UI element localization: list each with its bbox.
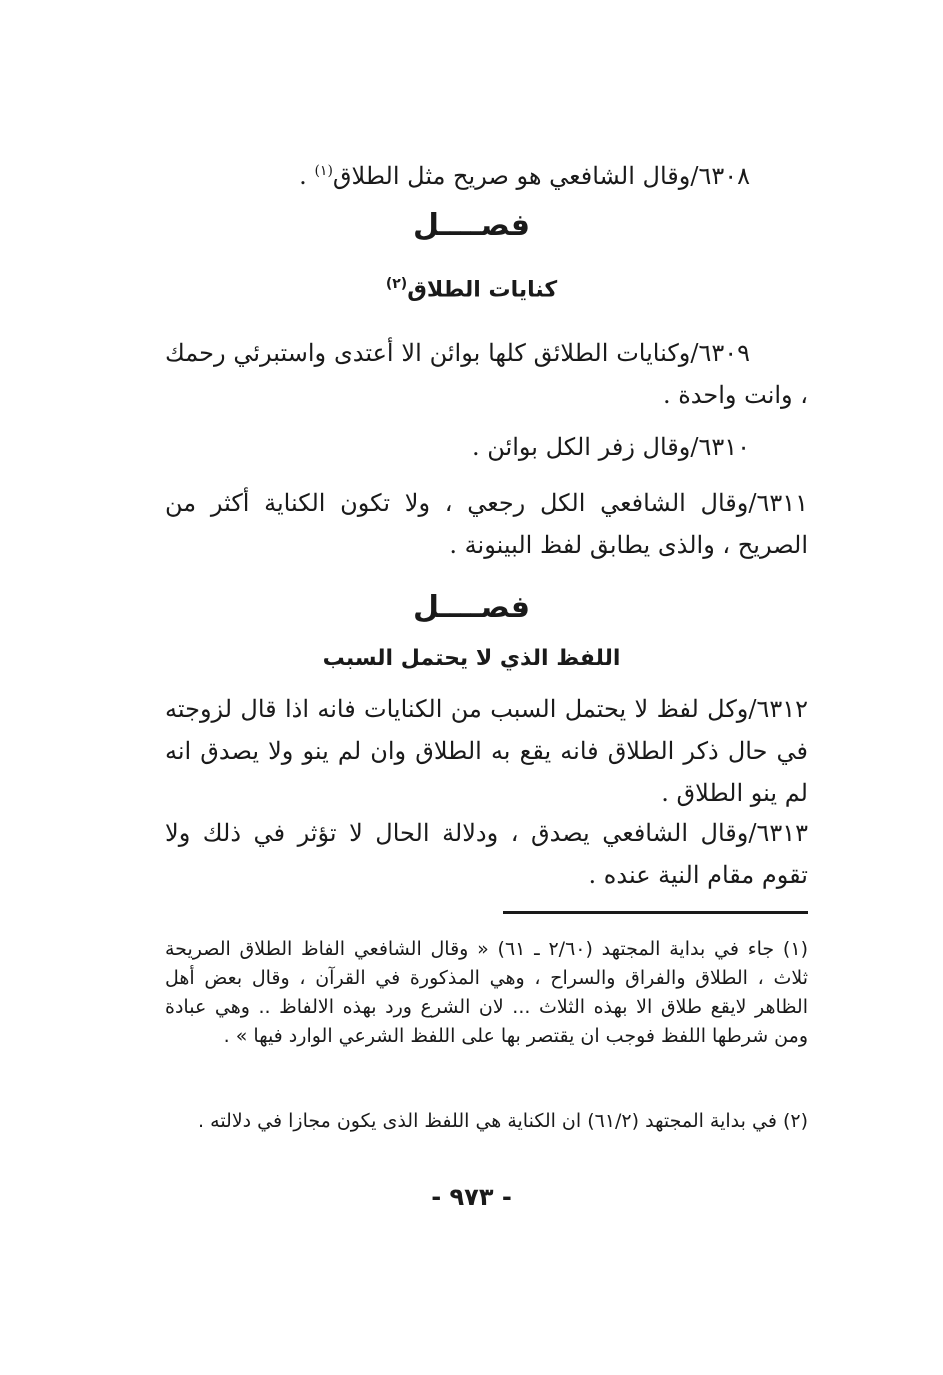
paragraph-6308-end: . <box>299 162 315 190</box>
paragraph-6312: ٦٣١٢/وكل لفظ لا يحتمل السبب من الكنايات فانه اذا قال لزوجته في حال ذكر الطلاق فانه يقع به الطلاق وان لم ينو ولا يصدق انه لم ينو الطلاق . <box>165 695 808 807</box>
footnote-ref-2: (٢) <box>385 276 408 292</box>
paragraph-6310: ٦٣١٠/وقال زفر الكل بوائن . <box>471 433 750 461</box>
paragraph-6313: ٦٣١٣/وقال الشافعي يصدق ، ودلالة الحال لا تؤثر في ذلك ولا تقوم مقام النية عنده . <box>165 819 808 889</box>
page-number: - ٩٧٣ - <box>431 1183 512 1211</box>
subheading-kinayat-text: كنايات الطلاق <box>407 277 558 303</box>
section-heading-fasl-1: فصــــل <box>413 208 530 243</box>
paragraph-6308-text: ٦٣٠٨/وقال الشافعي هو صريح مثل الطلاق <box>332 162 750 190</box>
footnote-separator <box>503 911 808 914</box>
paragraph-6309: ٦٣٠٩/وكنايات الطلائق كلها بوائن الا أعتدى واستبرئي رحمك ، وانت واحدة . <box>165 339 808 409</box>
paragraph-6308 <box>165 150 808 197</box>
footnote-1: (١) جاء في بداية المجتهد (٢/٦٠ ـ ٦١) « وقال الشافعي الفاظ الطلاق الصريحة ثلاث ، الطلاق والفراق والسراح ، وهي المذكورة في القرآن ، وقال بعض أهل الظاهر لايقع طلاق الا بهذه الثلاث ... لان الشرع ورد بهذه الالفاظ .. وهي عبادة ومن شرطها اللفظ فوجب ان يقتصر بها على اللفظ الشرعي الوارد فيها » . <box>165 938 808 1047</box>
footnote-2: (٢) في بداية المجتهد (٦١/٢) ان الكناية هي اللفظ الذى يكون مجازا في دلالته . <box>198 1110 808 1132</box>
footnote-ref-1: (١) <box>314 163 333 179</box>
subheading-kinayat-al-talaq <box>0 276 943 302</box>
subheading-lafz: اللفظ الذي لا يحتمل السبب <box>322 646 621 671</box>
section-heading-fasl-2: فصــــل <box>413 590 530 625</box>
paragraph-6311: ٦٣١١/وقال الشافعي الكل رجعي ، ولا تكون الكناية أكثر من الصريح ، والذى يطابق لفظ البينونة . <box>165 489 808 559</box>
